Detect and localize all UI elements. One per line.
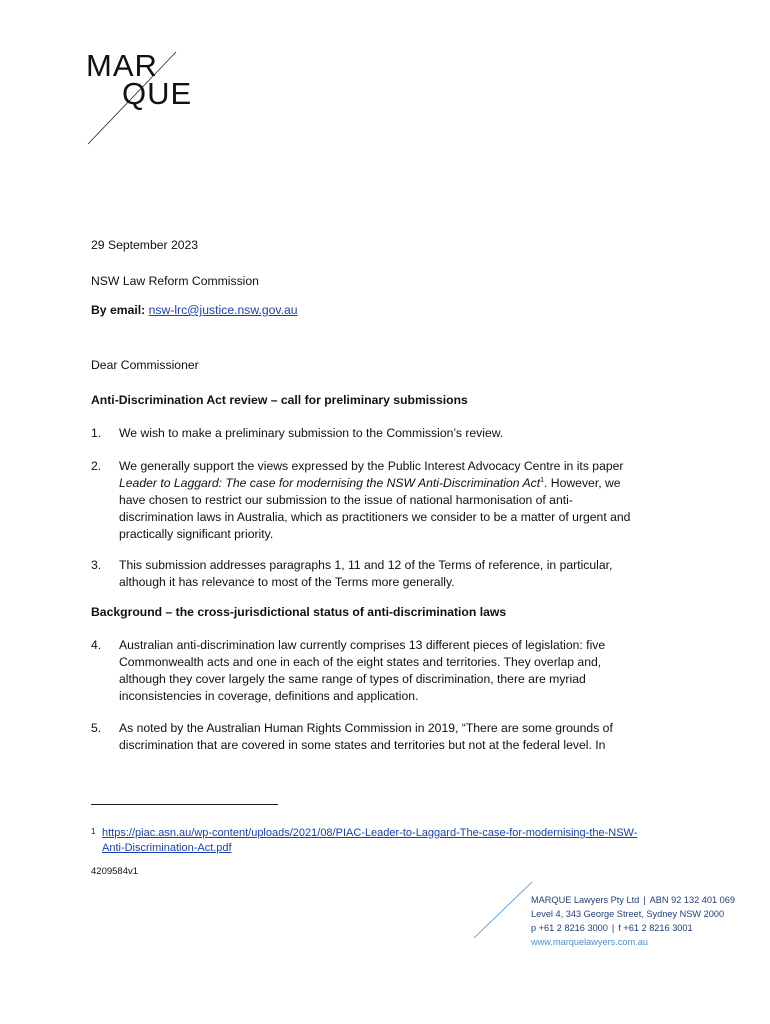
footnote-divider (91, 804, 278, 805)
paragraph-line: Commonwealth acts and one in each of the eight states and territories. They overlap and, (119, 655, 602, 669)
logo-text-que: QUE (122, 76, 193, 111)
recipient: NSW Law Reform Commission (91, 274, 259, 288)
paragraph-line-with-citation (119, 475, 671, 492)
email-link[interactable]: nsw-lrc@justice.nsw.gov.au (148, 303, 298, 317)
section-heading-review: Anti-Discrimination Act review – call for preliminary submissions (91, 393, 468, 407)
letter-date: 29 September 2023 (91, 238, 199, 252)
paragraph-line: although it has relevance to most of the Terms more generally. (119, 575, 455, 589)
footnote-link[interactable]: https://piac.asn.au/wp-content/uploads/2021/08/PIAC-Leader-to-Laggard-The-case-for-modernising-the-NSW- (102, 827, 638, 839)
paragraph-line: As noted by the Australian Human Rights Commission in 2019, “There are some grounds of (119, 721, 613, 735)
paragraph-line: practically significant priority. (119, 527, 274, 541)
email-label: By email: (91, 303, 146, 317)
paragraph-line: although they cover largely the same range of types of discrimination, there are myriad (119, 672, 586, 686)
logo-text-mar: MAR (86, 48, 158, 83)
email-line (91, 302, 298, 319)
company-name: MARQUE Lawyers Pty Ltd (531, 895, 640, 905)
paper-title: Leader to Laggard: The case for modernising the NSW Anti-Discrimination Act (119, 476, 541, 490)
fax-number: f +61 2 8216 3001 (618, 923, 693, 933)
paragraph-line: We generally support the views expressed by the Public Interest Advocacy Centre in its paper (119, 459, 624, 473)
paragraph-number: 4. (91, 638, 102, 652)
company-abn: ABN 92 132 401 069 (649, 895, 735, 905)
paragraph-number: 1. (91, 426, 102, 440)
footer-slash-icon (470, 880, 540, 942)
footnote-link-continued[interactable]: Anti-Discrimination-Act.pdf (102, 842, 232, 854)
website-link[interactable]: www.marquelawyers.com.au (531, 937, 648, 947)
company-address: Level 4, 343 George Street, Sydney NSW 2000 (531, 909, 725, 919)
footer-row-company (531, 893, 735, 907)
paragraph-line: We wish to make a preliminary submission to the Commission’s review. (119, 426, 504, 440)
paragraph-line: discrimination that are covered in some states and territories but not at the federal level. In (119, 738, 606, 752)
paragraph-number: 5. (91, 721, 102, 735)
paragraph-line: have chosen to restrict our submission to the issue of national harmonisation of anti- (119, 493, 573, 507)
footer-row-phone (531, 921, 735, 935)
footnote-number: 1 (91, 827, 96, 836)
salutation: Dear Commissioner (91, 358, 199, 372)
paragraph-line: Australian anti-discrimination law currently comprises 13 different pieces of legislation: five (119, 638, 606, 652)
paragraph-line: This submission addresses paragraphs 1, 11 and 12 of the Terms of reference, in particular, (119, 558, 613, 572)
section-heading-background: Background – the cross-jurisdictional status of anti-discrimination laws (91, 605, 507, 619)
paragraph-line: discrimination laws in Australia, which as practitioners we consider to be a matter of urgent and (119, 510, 631, 524)
footer-separator: | (611, 923, 615, 933)
marque-logo (84, 44, 234, 148)
paragraph-text: . However, we (544, 476, 621, 490)
paragraph-number: 3. (91, 558, 102, 572)
footer-separator: | (643, 895, 646, 905)
paragraph-number: 2. (91, 459, 102, 473)
footnote-ref[interactable]: 1 (540, 476, 545, 484)
document-reference: 4209584v1 (91, 866, 139, 877)
footer-contact (531, 893, 735, 949)
paragraph-line: inconsistencies in coverage, definitions and application. (119, 689, 419, 703)
phone-number: p +61 2 8216 3000 (531, 923, 608, 933)
